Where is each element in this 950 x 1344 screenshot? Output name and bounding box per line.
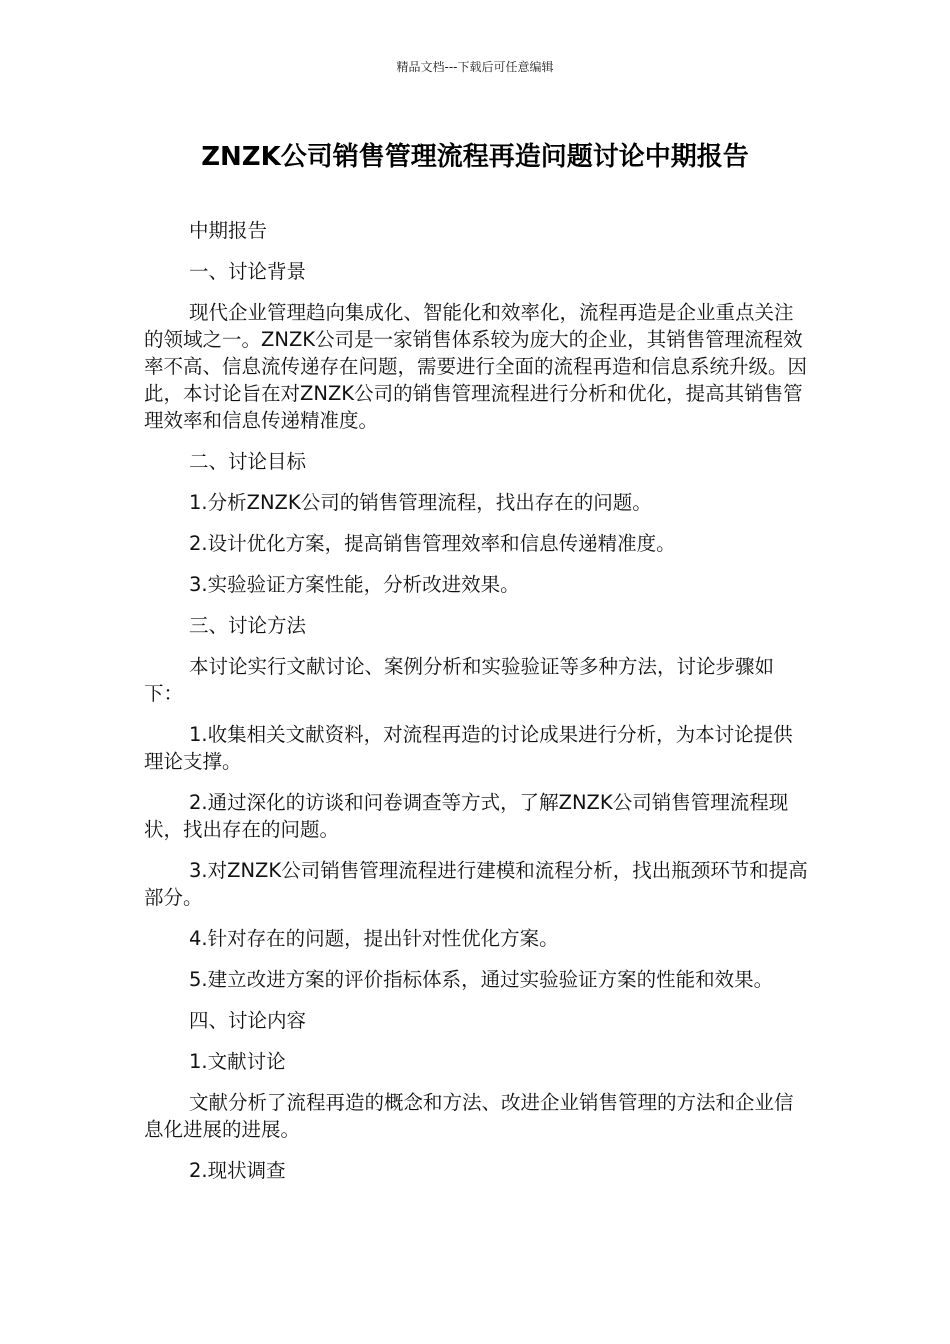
- method-step-4: 4.针对存在的问题，提出针对性优化方案。: [189, 927, 559, 950]
- objective-item-1: 1.分析ZNZK公司的销售管理流程，找出存在的问题。: [189, 491, 652, 514]
- paragraph-literature: 文献分析了流程再造的概念和方法、改进企业销售管理的方法和企业信息化进展的进展。: [144, 1091, 794, 1141]
- paragraph-methods-intro: 本讨论实行文献讨论、案例分析和实验验证等多种方法，讨论步骤如下：: [144, 655, 775, 705]
- paragraph-background: 现代企业管理趋向集成化、智能化和效率化，流程再造是企业重点关注的领域之一。ZNZK公司是一家销售体系较为庞大的企业，其销售管理流程效率不高、信息流传递存在问题，需要进行全面的流程再造和信息系统升级。因此，本讨论旨在对ZNZK公司的销售管理流程进行分析和优化，提高其销售管理效率和信息传递精准度。: [144, 301, 808, 432]
- section-label-midterm: 中期报告: [189, 219, 268, 242]
- document-title: ZNZK公司销售管理流程再造问题讨论中期报告: [201, 142, 749, 172]
- method-step-1: 1.收集相关文献资料，对流程再造的讨论成果进行分析，为本讨论提供理论支撑。: [144, 723, 793, 773]
- heading-methods: 三、讨论方法: [189, 614, 307, 637]
- heading-content: 四、讨论内容: [189, 1009, 307, 1032]
- objective-item-3: 3.实验验证方案性能，分析改进效果。: [189, 573, 520, 596]
- heading-background: 一、讨论背景: [189, 260, 307, 283]
- subheading-survey: 2.现状调查: [189, 1159, 286, 1182]
- subheading-literature: 1.文献讨论: [189, 1050, 286, 1073]
- heading-objectives: 二、讨论目标: [189, 450, 307, 473]
- objective-item-2: 2.设计优化方案，提高销售管理效率和信息传递精准度。: [189, 532, 676, 555]
- method-step-2: 2.通过深化的访谈和问卷调查等方式，了解ZNZK公司销售管理流程现状，找出存在的问题。: [144, 791, 789, 841]
- method-step-5: 5.建立改进方案的评价指标体系，通过实验验证方案的性能和效果。: [189, 968, 774, 991]
- method-step-3: 3.对ZNZK公司销售管理流程进行建模和流程分析，找出瓶颈环节和提高部分。: [144, 859, 808, 909]
- document-body: [144, 217, 808, 1198]
- header-note: 精品文档---下载后可任意编辑: [396, 60, 554, 74]
